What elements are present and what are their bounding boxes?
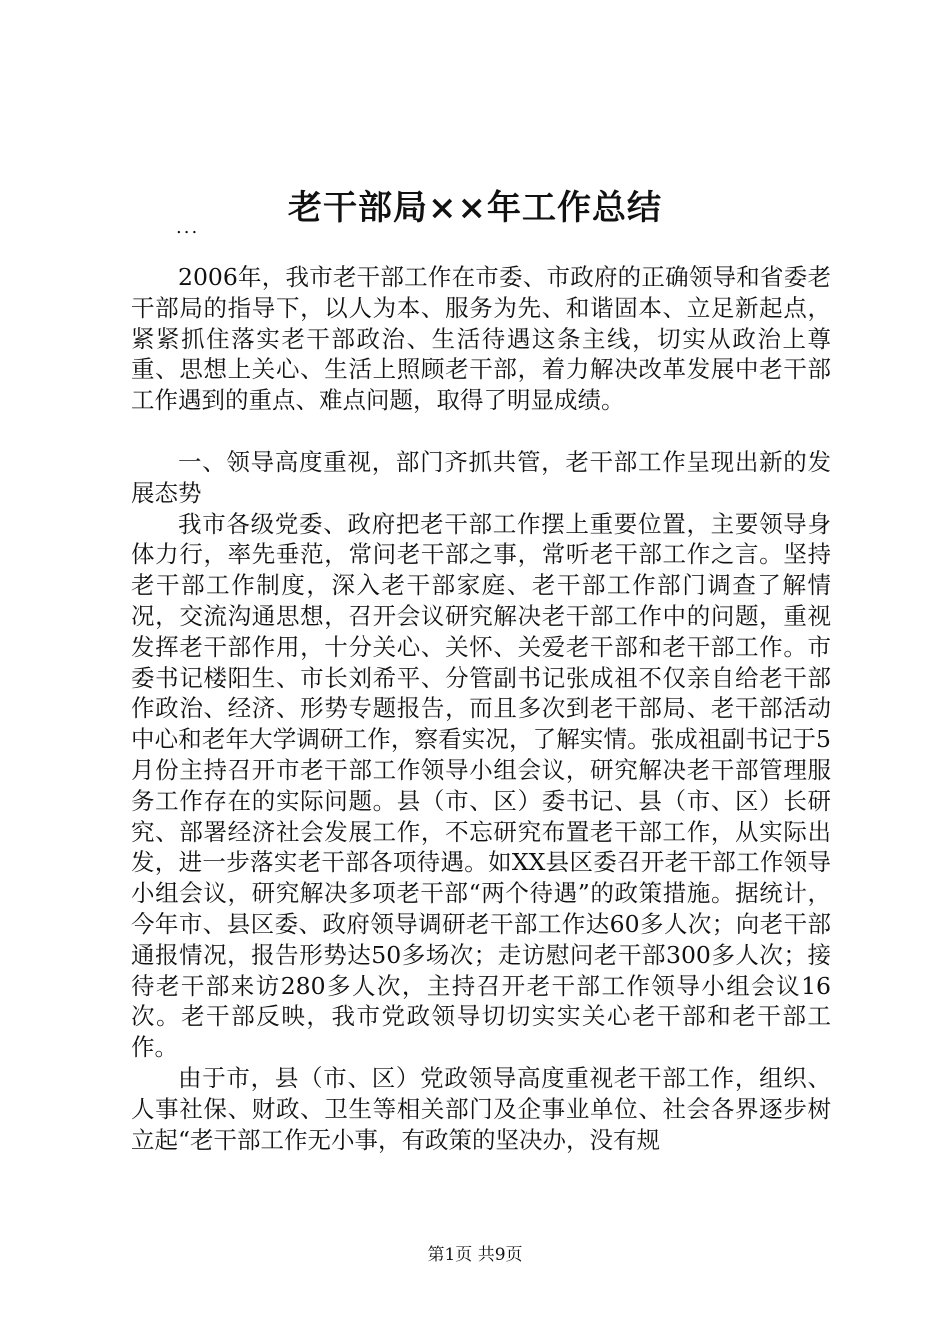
paragraph-intro: 2006年，我市老干部工作在市委、市政府的正确领导和省委老干部局的指导下，以人为本、服务为先、和谐固本、立足新起点，紧紧抓住落实老干部政治、生活待遇这条主线，切实从政治上尊重、思想上关心、生活上照顾老干部，着力解决改革发展中老干部工作遇到的重点、难点问题，取得了明显成绩。 — [131, 263, 831, 415]
section-heading: 一、领导高度重视，部门齐抓共管，老干部工作呈现出新的发展态势 — [131, 447, 831, 507]
document-body — [131, 262, 831, 1155]
paragraph-body: 我市各级党委、政府把老干部工作摆上重要位置，主要领导身体力行，率先垂范，常问老干部之事，常听老干部工作之言。坚持老干部工作制度，深入老干部家庭、老干部工作部门调查了解情况，交流沟通思想，召开会议研究解决老干部工作中的问题，重视发挥老干部作用，十分关心、关怀、关爱老干部和老干部工作。市委书记楼阳生、市长刘希平、分管副书记张成祖不仅亲自给老干部作政治、经济、形势专题报告，而且多次到老干部局、老干部活动中心和老年大学调研工作，察看实况，了解实情。张成祖副书记于5月份主持召开市老干部工作领导小组会议，研究解决老干部管理服务工作存在的实际问题。县（市、区）委书记、县（市、区）长研究、部署经济社会发展工作，不忘研究布置老干部工作，从实际出发，进一步落实老干部各项待遇。如XX县区委召开老干部工作领导小组会议，研究解决多项老干部“两个待遇”的政策措施。据统计，今年市、县区委、政府领导调研老干部工作达60多人次；向老干部通报情况，报告形势达50多场次；走访慰问老干部300多人次；接待老干部来访280多人次，主持召开老干部工作领导小组会议16次。老干部反映，我市党政领导切切实实关心老干部和老干部工作。 — [131, 509, 831, 1062]
document-title: 老干部局××年工作总结 — [288, 188, 662, 228]
ellipsis-marker: ... — [176, 217, 200, 238]
paragraph-body: 由于市，县（市、区）党政领导高度重视老干部工作，组织、人事社保、财政、卫生等相关部门及企事业单位、社会各界逐步树立起“老干部工作无小事，有政策的坚决办，没有规 — [131, 1063, 831, 1154]
page-footer: 第1页 共9页 — [427, 1245, 523, 1265]
